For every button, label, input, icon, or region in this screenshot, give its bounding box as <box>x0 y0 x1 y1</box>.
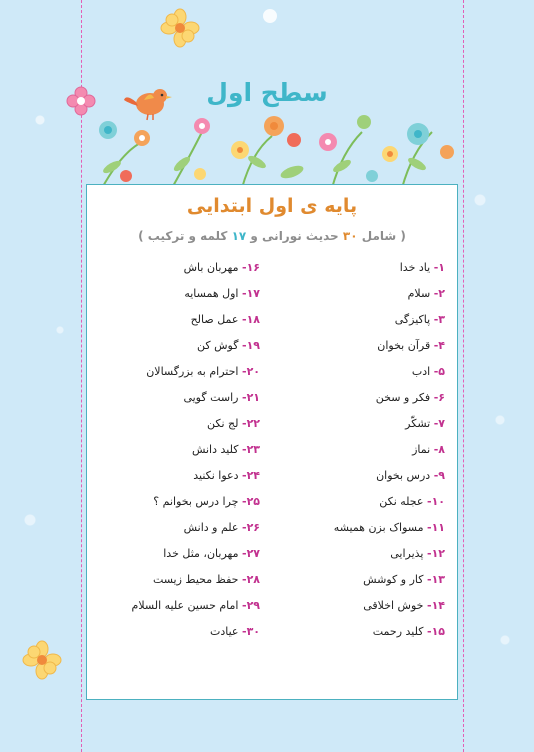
flower-garland <box>82 112 462 188</box>
item-number: ۷- <box>433 417 445 430</box>
item-text: اول همسایه <box>184 287 239 300</box>
hadith-count: ۳۰ <box>342 229 358 243</box>
topic-list-right <box>280 255 445 645</box>
item-text: فکر و سخن <box>375 391 431 404</box>
item-number: ۲۸- <box>241 573 260 586</box>
item-text: قرآن بخوان <box>377 339 431 352</box>
item-text: نماز <box>412 443 431 456</box>
item-text: راست گویی <box>183 391 239 404</box>
item-number: ۱۵- <box>426 625 445 638</box>
list-item <box>95 489 260 515</box>
item-text: پاکیزگی <box>394 313 431 326</box>
item-text: تشکّر <box>405 417 431 430</box>
list-item <box>95 567 260 593</box>
item-text: پذیرایی <box>390 547 424 560</box>
item-number: ۱۲- <box>426 547 445 560</box>
list-item <box>95 359 260 385</box>
list-item <box>280 593 445 619</box>
subtitle-middle: حدیث نورانی و <box>250 229 339 243</box>
list-item <box>95 307 260 333</box>
list-item <box>95 593 260 619</box>
list-item <box>280 255 445 281</box>
list-item <box>280 281 445 307</box>
subtitle-prefix: ( شامل <box>361 229 406 243</box>
item-text: سلام <box>407 287 431 300</box>
item-text: عمل صالح <box>190 313 239 326</box>
list-item <box>280 385 445 411</box>
list-item <box>95 385 260 411</box>
item-number: ۴- <box>433 339 445 352</box>
item-text: احترام به بزرگسالان <box>146 365 239 378</box>
item-number: ۱۴- <box>426 599 445 612</box>
item-text: چرا درس بخوانم ؟ <box>153 495 239 508</box>
item-number: ۹- <box>433 469 445 482</box>
topic-list-left <box>95 255 260 645</box>
item-text: مسواک بزن همیشه <box>333 521 424 534</box>
item-text: ادب <box>411 365 431 378</box>
list-item <box>280 489 445 515</box>
list-item <box>95 411 260 437</box>
word-count: ۱۷ <box>231 229 247 243</box>
item-text: عجله نکن <box>379 495 424 508</box>
item-text: یاد خدا <box>399 261 431 274</box>
list-item <box>95 463 260 489</box>
item-text: کلید دانش <box>191 443 239 456</box>
item-text: مهربان، مثل خدا <box>163 547 239 560</box>
item-number: ۱۱- <box>426 521 445 534</box>
item-number: ۲۲- <box>241 417 260 430</box>
item-number: ۱۸- <box>241 313 260 326</box>
item-number: ۲۷- <box>241 547 260 560</box>
list-item <box>95 281 260 307</box>
list-item <box>95 541 260 567</box>
item-number: ۳- <box>433 313 445 326</box>
item-number: ۱- <box>433 261 445 274</box>
item-number: ۲۳- <box>241 443 260 456</box>
item-number: ۲۵- <box>241 495 260 508</box>
list-item <box>280 541 445 567</box>
item-number: ۱۳- <box>426 573 445 586</box>
list-item <box>280 463 445 489</box>
item-text: گوش کن <box>197 339 239 352</box>
item-number: ۵- <box>433 365 445 378</box>
list-item <box>95 515 260 541</box>
list-item <box>280 567 445 593</box>
list-item <box>280 333 445 359</box>
flower-icon <box>22 640 62 680</box>
list-item <box>280 359 445 385</box>
item-number: ۱۹- <box>241 339 260 352</box>
grade-subtitle <box>87 229 457 243</box>
right-dashed-guide <box>463 0 464 752</box>
item-number: ۲۱- <box>241 391 260 404</box>
flower-icon <box>160 8 200 48</box>
level-title: سطح اول <box>206 78 328 107</box>
item-text: لج نکن <box>207 417 239 430</box>
list-item <box>280 307 445 333</box>
item-text: حفظ محیط زیست <box>152 573 239 586</box>
item-number: ۸- <box>433 443 445 456</box>
item-text: کار و کوشش <box>363 573 424 586</box>
item-number: ۲۰- <box>241 365 260 378</box>
item-number: ۲۹- <box>241 599 260 612</box>
item-text: درس بخوان <box>376 469 431 482</box>
list-item <box>95 619 260 645</box>
grade-title: پایه ی اول ابتدایی <box>186 195 358 217</box>
list-item <box>280 411 445 437</box>
list-item <box>95 333 260 359</box>
list-item <box>280 437 445 463</box>
item-number: ۲- <box>433 287 445 300</box>
list-item <box>280 515 445 541</box>
item-number: ۶- <box>433 391 445 404</box>
item-number: ۱۶- <box>241 261 260 274</box>
item-text: کلید رحمت <box>372 625 424 638</box>
item-text: دعوا نکنید <box>193 469 239 482</box>
item-text: عیادت <box>209 625 239 638</box>
list-item <box>95 437 260 463</box>
item-text: خوش اخلاقی <box>363 599 424 612</box>
item-text: علم و دانش <box>183 521 239 534</box>
item-text: مهربان باش <box>183 261 239 274</box>
item-number: ۳۰- <box>241 625 260 638</box>
subtitle-suffix: کلمه و ترکیب ) <box>138 229 228 243</box>
item-number: ۱۷- <box>241 287 260 300</box>
content-card <box>86 184 458 700</box>
item-number: ۲۶- <box>241 521 260 534</box>
list-item <box>95 255 260 281</box>
list-item <box>280 619 445 645</box>
bubble-icon <box>262 8 278 24</box>
item-number: ۱۰- <box>426 495 445 508</box>
item-number: ۲۴- <box>241 469 260 482</box>
item-text: امام حسین علیه السلام <box>131 599 239 612</box>
